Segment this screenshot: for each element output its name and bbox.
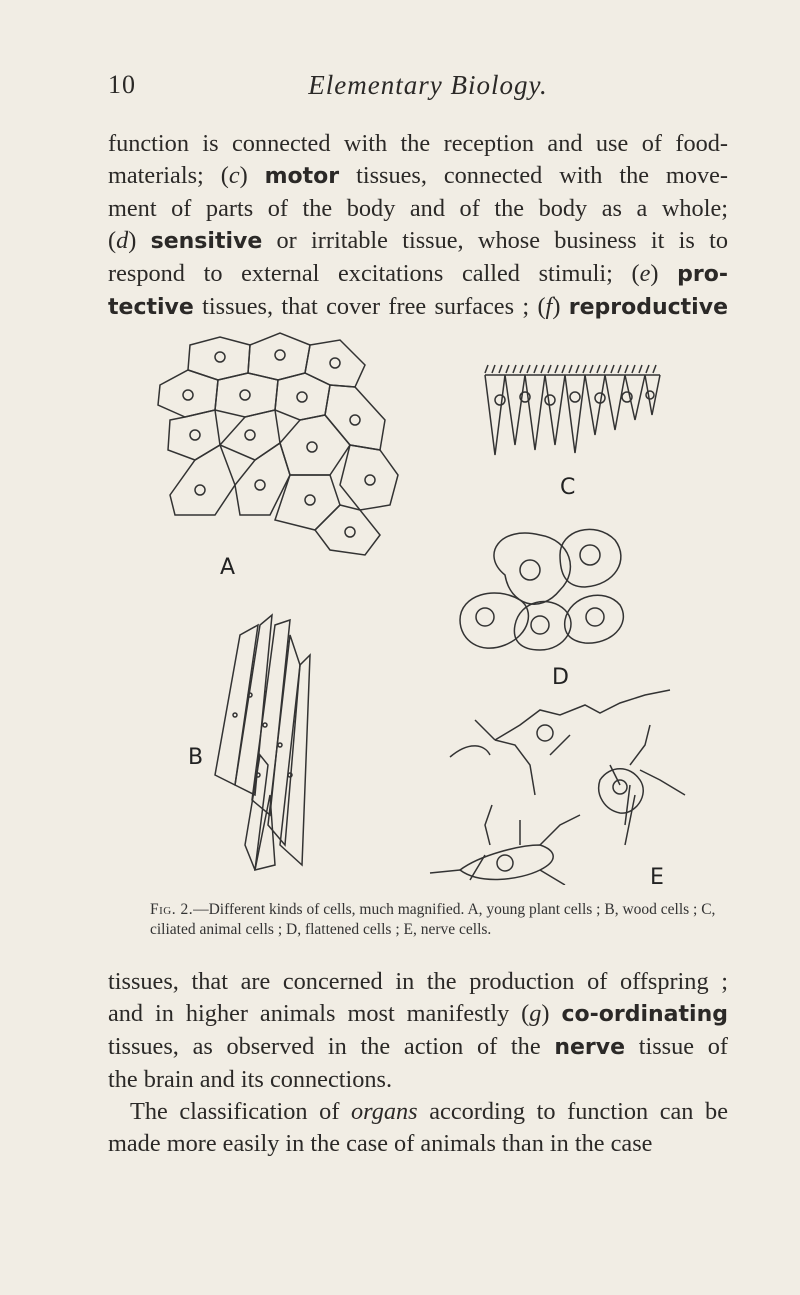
figure-caption <box>150 900 740 940</box>
bottom-paragraph <box>108 966 728 1160</box>
term-sensitive: sensitive <box>150 229 263 254</box>
figure-label-c: C <box>560 475 576 500</box>
term-motor: motor <box>264 164 340 189</box>
running-title: Elementary Biology. <box>308 70 548 100</box>
caption-prefix: Fig. 2. <box>150 901 194 918</box>
text-line: made more easily in the case of animals than in the case <box>108 1130 653 1157</box>
figure-label-b: B <box>188 745 204 770</box>
term-co-ordinating: co-ordinating <box>561 1002 728 1027</box>
text-line: and in higher animals most manifestly (g) co-ordinating <box>108 1000 728 1027</box>
caption-text: —Different kinds of cells, much magnified. A, young plant cells ; B, wood cells ; C, ciliated animal cells ; D, flattened cells ; E, nerve cells. <box>150 901 716 938</box>
text-line: materials; (c) motor tissues, connected with the move- <box>108 162 729 189</box>
text-line: tective tissues, that cover free surfaces ; (f) reproductive <box>108 293 728 320</box>
term-reproductive: reproductive <box>568 295 728 320</box>
text-line: (d) sensitive or irritable tissue, whose business it is to <box>108 227 729 254</box>
text-line: tissues, that are concerned in the production of offspring ; <box>108 968 728 995</box>
flattened-cells-drawing <box>460 529 623 650</box>
text-line: function is connected with the reception and use of food- <box>108 130 728 157</box>
text-line: ment of parts of the body and of the body as a whole; <box>108 195 728 222</box>
text-line: the brain and its connections. <box>108 1066 393 1093</box>
cell-illustration <box>140 325 710 885</box>
plant-cells-drawing <box>158 333 398 555</box>
term-protective: pro- <box>677 262 728 287</box>
figure-label-e: E <box>650 865 664 890</box>
ciliated-cells-drawing <box>485 365 660 455</box>
figure-label-a: A <box>220 555 236 580</box>
text-line: respond to external excitations called stimuli; (e) pro- <box>108 260 728 287</box>
page-number: 10 <box>108 70 136 99</box>
figure-label-d: D <box>552 665 569 690</box>
page-header <box>108 70 708 110</box>
text-line: tissues, as observed in the action of the nerve tissue of <box>108 1033 729 1060</box>
top-paragraph <box>108 128 728 324</box>
nerve-cells-drawing <box>430 690 685 885</box>
wood-cells-drawing <box>215 615 310 870</box>
text-line: The classification of organs according to function can be <box>130 1098 728 1125</box>
term-nerve: nerve <box>554 1035 626 1060</box>
figure-cells <box>140 325 710 890</box>
